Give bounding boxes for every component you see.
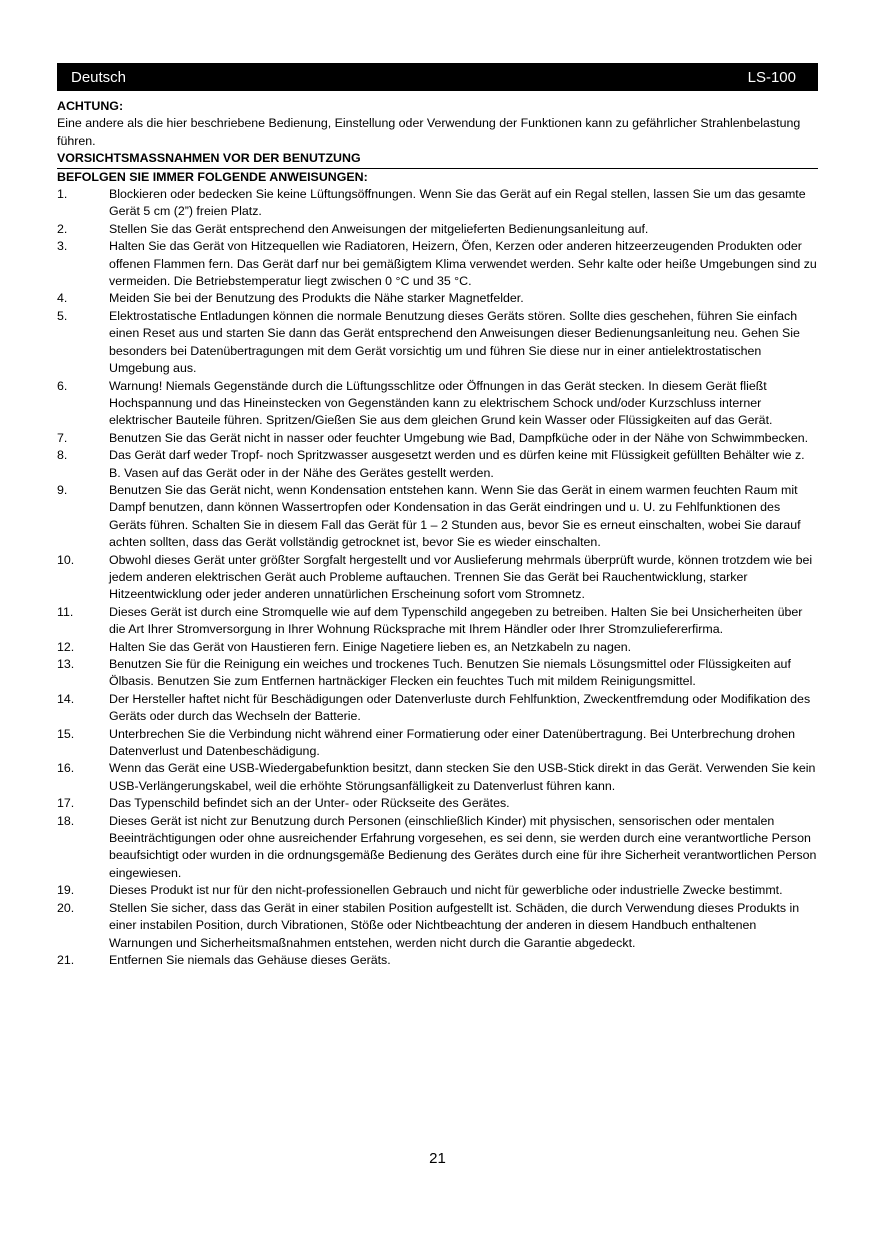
- list-item-text: Blockieren oder bedecken Sie keine Lüftungsöffnungen. Wenn Sie das Gerät auf ein Regal stellen, lassen Sie um das gesamte Gerät 5 cm (2”) freien Platz.: [109, 187, 806, 219]
- list-item: [57, 221, 818, 238]
- list-item-number: 19.: [57, 883, 75, 898]
- list-item-number: 21.: [57, 952, 75, 967]
- instructions-subtitle: BEFOLGEN SIE IMMER FOLGENDE ANWEISUNGEN:: [57, 169, 368, 184]
- list-item: [57, 482, 818, 552]
- list-item: [57, 447, 818, 482]
- list-item-number: 5.: [57, 308, 68, 323]
- list-item-number: 14.: [57, 691, 75, 706]
- list-item: [57, 952, 818, 969]
- list-item-number: 3.: [57, 239, 68, 254]
- list-item-number: 10.: [57, 552, 75, 567]
- list-item-number: 20.: [57, 900, 75, 915]
- list-item-number: 11.: [57, 604, 74, 619]
- list-item-number: 2.: [57, 221, 68, 236]
- list-item-text: Benutzen Sie das Gerät nicht in nasser oder feuchter Umgebung wie Bad, Dampfküche oder in der Nähe von Schwimmbecken.: [109, 430, 809, 445]
- list-item: [57, 378, 818, 430]
- list-item: [57, 760, 818, 795]
- list-item-number: 6.: [57, 378, 68, 393]
- list-item-text: Stellen Sie das Gerät entsprechend den Anweisungen der mitgelieferten Bedienungsanleitung auf.: [109, 221, 649, 236]
- warning-title: ACHTUNG:: [57, 99, 124, 113]
- list-item-number: 9.: [57, 482, 68, 497]
- list-item: [57, 552, 818, 604]
- list-item-number: 18.: [57, 813, 75, 828]
- page-content: [57, 98, 818, 969]
- list-item-text: Das Typenschild befindet sich an der Unter- oder Rückseite des Gerätes.: [109, 796, 510, 811]
- list-item-number: 7.: [57, 430, 68, 445]
- list-item-number: 16.: [57, 761, 75, 776]
- list-item-text: Benutzen Sie für die Reinigung ein weiches und trockenes Tuch. Benutzen Sie niemals Lösungsmittel oder Flüssigkeiten auf Ölbasis. Benutzen Sie zum Entfernen hartnäckiger Flecken ein feuchtes Tuch mit mildem Reinigungsmittel.: [109, 657, 791, 689]
- list-item: [57, 795, 818, 812]
- list-item: [57, 813, 818, 883]
- list-item: [57, 691, 818, 726]
- warning-text: Eine andere als die hier beschriebene Bedienung, Einstellung oder Verwendung der Funktionen kann zu gefährlicher Strahlenbelastung führen.: [57, 116, 801, 148]
- list-item-text: Elektrostatische Entladungen können die normale Benutzung dieses Geräts stören. Sollte dies geschehen, führen Sie einfach einen Reset aus und starten Sie dann das Gerät entsprechend den Anweisungen dieser Bedienungsanleitung neu. Gehen Sie besonders bei Datenübertragungen mit dem Gerät vorsichtig um und führen Sie diese nur in einer antielektrostatischen Umgebung aus.: [109, 308, 800, 376]
- list-item-text: Unterbrechen Sie die Verbindung nicht während einer Formatierung oder einer Datenübertragung. Bei Unterbrechung drohen Datenverlust und Datenbeschädigung.: [109, 726, 796, 759]
- list-item: [57, 656, 818, 691]
- list-item-text: Wenn das Gerät eine USB-Wiedergabefunktion besitzt, dann stecken Sie den USB-Stick direkt in das Gerät. Verwenden Sie kein USB-Verlängerungskabel, weil die erhöhte Störungsanfälligkeit zu Datenverlust führen kann.: [109, 761, 816, 793]
- list-item-text: Halten Sie das Gerät von Haustieren fern. Einige Nagetiere lieben es, an Netzkabeln zu nagen.: [109, 639, 632, 654]
- list-item-text: Obwohl dieses Gerät unter größter Sorgfalt hergestellt und vor Auslieferung mehrmals überprüft wurde, können trotzdem wie bei jedem anderen elektrischen Gerät auch Probleme auftauchen. Trennen Sie das Gerät bei Rauchentwicklung, starker Hitzeentwicklung oder jeder anderen unnatürlichen Erscheinung sofort vom Stromnetz.: [109, 552, 813, 602]
- list-item-number: 17.: [57, 796, 75, 811]
- list-item-text: Halten Sie das Gerät von Hitzequellen wie Radiatoren, Heizern, Öfen, Kerzen oder anderen hitzeerzeugenden Produkten oder offenen Flammen fern. Das Gerät darf nur bei gemäßigtem Klima verwendet werden. Sehr kalte oder heiße Umgebungen sind zu vermeiden. Die Betriebstemperatur liegt zwischen 0 °C und 35 °C.: [109, 239, 817, 289]
- list-item: [57, 882, 818, 899]
- page-number: 21: [429, 1150, 446, 1167]
- list-item: [57, 186, 818, 221]
- list-item-number: 13.: [57, 657, 75, 671]
- list-item-text: Dieses Produkt ist nur für den nicht-professionellen Gebrauch und nicht für gewerbliche oder industrielle Zwecke bestimmt.: [109, 883, 783, 898]
- list-item-number: 12.: [57, 639, 75, 654]
- list-item: [57, 604, 818, 639]
- section-title: VORSICHTSMASSNAHMEN VOR DER BENUTZUNG: [57, 150, 818, 168]
- list-item-text: Benutzen Sie das Gerät nicht, wenn Kondensation entstehen kann. Wenn Sie das Gerät in einem warmen feuchten Raum mit Dampf benutzen, dann können Wassertropfen oder Kondensation in das Gerät eindringen und u. U. zu Fehlfunktionen des Geräts führen. Schalten Sie in diesem Fall das Gerät für 1 – 2 Stunden aus, bevor Sie es erneut einschalten, wobei Sie darauf achten sollten, dass das Gerät vollständig getrocknet ist, bevor Sie es wieder einschalten.: [109, 482, 801, 550]
- list-item-text: Dieses Gerät ist nicht zur Benutzung durch Personen (einschließlich Kinder) mit physischen, sensorischen oder mentalen Beeinträchtigungen oder ohne ausreichender Erfahrung vorgesehen, es sei denn, sie werden durch eine verantwortliche Person beaufsichtigt oder wurden in die ordnungsgemäße Bedienung des Gerätes durch eine für ihre Sicherheit verantwortlichen Person eingewiesen.: [109, 813, 817, 880]
- list-item-text: Warnung! Niemals Gegenstände durch die Lüftungsschlitze oder Öffnungen in das Gerät stecken. In diesem Gerät fließt Hochspannung und das Hineinstecken von Gegenständen kann zu elektrischem Schock und/oder Kurzschluss interner elektrischer Bauteile führen. Spritzen/Gießen Sie aus dem gleichen Grund kein Wasser oder Flüssigkeiten auf das Gerät.: [109, 378, 773, 428]
- list-item: [57, 238, 818, 290]
- page-header-bar: [57, 63, 818, 91]
- list-item: [57, 290, 818, 307]
- list-item-number: 15.: [57, 726, 75, 741]
- instructions-list: [57, 186, 818, 969]
- list-item-number: 8.: [57, 448, 68, 463]
- list-item-text: Stellen Sie sicher, dass das Gerät in einer stabilen Position aufgestellt ist. Schäden, die durch Verwendung dieses Produkts in einer instabilen Position, durch Vibrationen, Stöße oder Nichtbeachtung der anderen in diesem Handbuch enthaltenen Warnungen und Sicherheitsmaßnahmen entstehen, werden nicht durch die Garantie abgedeckt.: [109, 900, 800, 950]
- list-item: [57, 308, 818, 378]
- header-language: Deutsch: [71, 68, 127, 86]
- list-item-text: Dieses Gerät ist durch eine Stromquelle wie auf dem Typenschild angegeben zu betreiben. Halten Sie bei Unsicherheiten über die Art Ihrer Stromversorgung in Ihrer Wohnung Rücksprache mit Ihrem Händler oder Ihrer Stromzuliefererfirma.: [109, 604, 803, 637]
- list-item: [57, 726, 818, 761]
- list-item: [57, 430, 818, 447]
- list-item-number: 4.: [57, 291, 68, 306]
- header-model: LS-100: [747, 68, 796, 86]
- list-item: [57, 900, 818, 952]
- list-item-text: Meiden Sie bei der Benutzung des Produkts die Nähe starker Magnetfelder.: [109, 291, 524, 306]
- list-item-text: Der Hersteller haftet nicht für Beschädigungen oder Datenverluste durch Fehlfunktion, Zweckentfremdung oder Modifikation des Geräts oder durch das Wechseln der Batterie.: [109, 691, 811, 724]
- list-item-number: 1.: [57, 187, 68, 202]
- list-item-text: Das Gerät darf weder Tropf- noch Spritzwasser ausgesetzt werden und es dürfen keine mit Flüssigkeit gefüllten Behälter wie z. B. Vasen auf das Gerät oder in der Nähe des Gerätes gestellt werden.: [109, 448, 805, 480]
- list-item: [57, 639, 818, 656]
- list-item-text: Entfernen Sie niemals das Gehäuse dieses Geräts.: [109, 952, 391, 967]
